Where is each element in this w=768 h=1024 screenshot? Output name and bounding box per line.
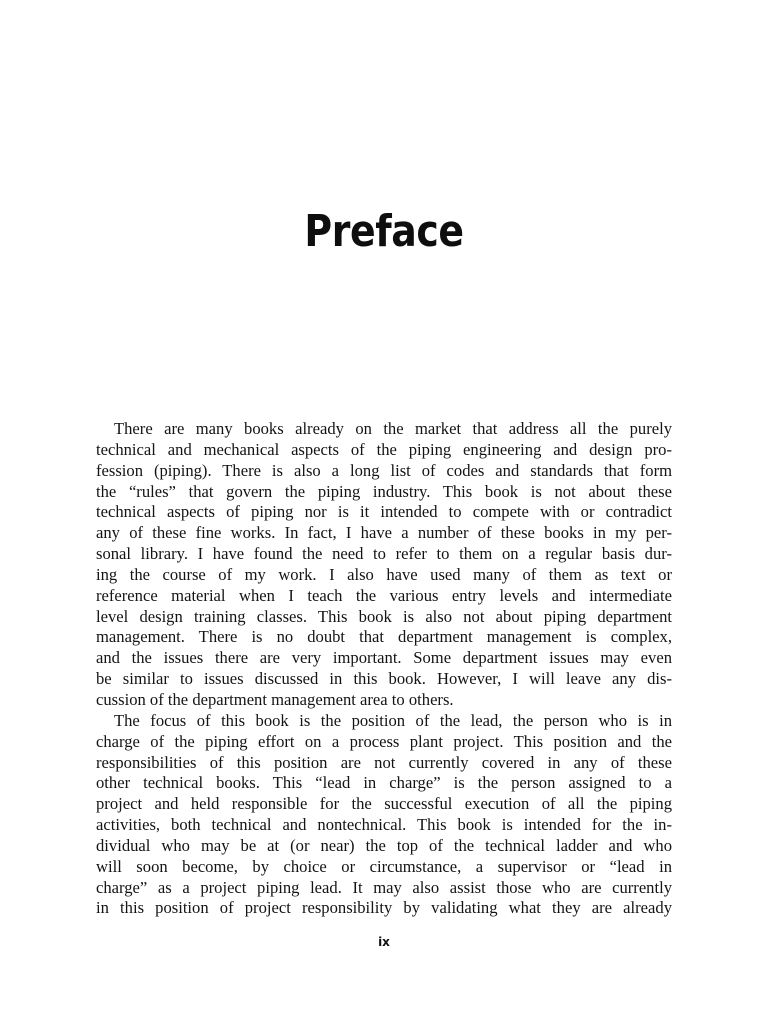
page-title: Preface [304,206,464,257]
text-line: responsibilities of this position are not currently covered in any of these [96,752,672,772]
text-line: There are many books already on the market that address all the purely [114,419,672,438]
body-text [96,419,672,919]
text-line: reference material when I teach the various entry levels and intermediate [96,585,672,605]
text-line: cussion of the department management area to others. [96,689,454,709]
text-line: technical aspects of piping nor is it intended to compete with or contradict [96,502,672,522]
text-line: dividual who may be at (or near) the top of the technical ladder and who [96,835,672,855]
text-line: other technical books. This “lead in charge” is the person assigned to a [96,773,672,793]
text-line: will soon become, by choice or circumstance, a supervisor or “lead in [96,856,672,876]
text-line: be similar to issues discussed in this book. However, I will leave any dis- [96,669,672,689]
text-line: the “rules” that govern the piping industry. This book is not about these [96,481,672,501]
text-line: technical and mechanical aspects of the piping engineering and design pro- [96,439,672,459]
text-line: ing the course of my work. I also have used many of them as text or [96,564,672,584]
text-line: charge” as a project piping lead. It may also assist those who are currently [96,877,672,897]
page-number: ix [378,935,390,949]
text-line: charge of the piping effort on a process plant project. This position and the [96,731,672,751]
text-line: activities, both technical and nontechnical. This book is intended for the in- [96,815,672,835]
text-line: in this position of project responsibility by validating what they are already [96,898,672,918]
text-line: level design training classes. This book is also not about piping department [96,606,672,626]
text-line: fession (piping). There is also a long list of codes and standards that form [96,460,672,480]
text-line: sonal library. I have found the need to refer to them on a regular basis dur- [96,544,672,564]
text-line: any of these fine works. In fact, I have a number of these books in my per- [96,523,672,543]
text-line: management. There is no doubt that department management is complex, [96,627,672,647]
text-line: project and held responsible for the successful execution of all the piping [96,794,672,814]
text-line: The focus of this book is the position of the lead, the person who is in [114,710,672,730]
text-line: and the issues there are very important. Some department issues may even [96,648,672,668]
